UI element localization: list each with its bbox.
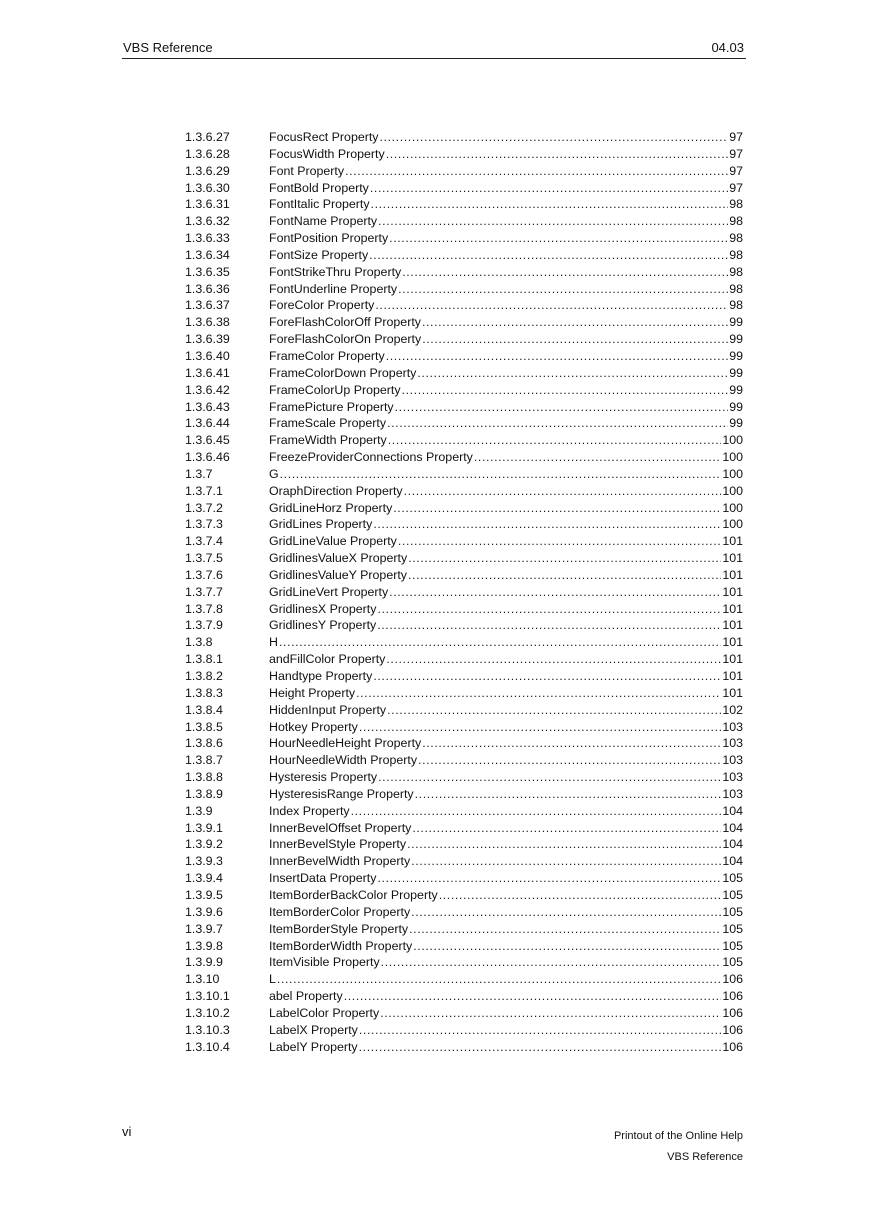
toc-dot-leader [377,617,721,634]
toc-entry-page: 98 [729,264,743,279]
toc-entry-page: 100 [722,517,743,532]
toc-dot-leader [377,870,721,887]
toc-entry-title[interactable]: abel Property [269,989,343,1004]
toc-entry[interactable] [185,853,743,870]
toc-entry-title[interactable]: H [269,635,278,650]
toc-entry[interactable] [185,180,743,197]
toc-entry-page: 101 [722,551,743,566]
toc-entry-page: 100 [722,466,743,481]
toc-entry-page: 100 [722,433,743,448]
toc-entry-page: 101 [722,652,743,667]
toc-entry-number: 1.3.6.29 [185,163,230,178]
toc-entry[interactable] [185,651,743,668]
toc-entry[interactable] [185,904,743,921]
toc-entry[interactable] [185,230,743,247]
toc-entry[interactable] [185,516,743,533]
toc-entry-title[interactable]: Index Property [269,803,350,818]
toc-entry[interactable] [185,365,743,382]
toc-entry-number: 1.3.6.34 [185,247,230,262]
toc-entry[interactable] [185,399,743,416]
toc-entry-page: 103 [722,736,743,751]
toc-entry-title[interactable]: FrameScale Property [269,416,387,431]
toc-entry[interactable] [185,938,743,955]
toc-dot-leader [395,399,729,416]
toc-dot-leader [411,853,721,870]
toc-entry-number: 1.3.9.7 [185,921,223,936]
toc-entry[interactable] [185,533,743,550]
toc-entry[interactable] [185,820,743,837]
toc-entry-page: 101 [722,618,743,633]
toc-entry-number: 1.3.6.41 [185,365,230,380]
header-version: 04.03 [711,40,744,55]
toc-entry-title[interactable]: HourNeedleWidth Property [269,753,418,768]
toc-entry-title[interactable]: FramePicture Property [269,399,394,414]
toc-entry-page: 106 [722,1005,743,1020]
toc-dot-leader [415,786,722,803]
toc-entry[interactable] [185,247,743,264]
toc-dot-leader [345,163,728,180]
toc-entry-title[interactable]: InnerBevelOffset Property [269,820,412,835]
toc-dot-leader [386,146,729,163]
toc-dot-leader [378,213,728,230]
footer-page-number: vi [122,1124,132,1139]
toc-entry-title[interactable]: Height Property [269,685,356,700]
toc-dot-leader [279,634,721,651]
toc-entry-title[interactable]: FontName Property [269,214,378,229]
toc-entry[interactable] [185,163,743,180]
toc-entry-title[interactable]: GridlinesValueX Property [269,551,408,566]
toc-entry-number: 1.3.7.2 [185,500,223,515]
toc-entry[interactable] [185,786,743,803]
toc-entry[interactable] [185,297,743,314]
toc-entry-page: 98 [729,197,743,212]
toc-entry-title[interactable]: ForeFlashColorOff Property [269,315,421,330]
footer-line-1: Printout of the Online Help [613,1130,743,1142]
toc-entry-number: 1.3.8.8 [185,770,223,785]
page-header [122,38,746,59]
toc-entry[interactable] [185,314,743,331]
toc-entry-page: 106 [722,989,743,1004]
toc-entry-title[interactable]: InsertData Property [269,871,377,886]
toc-entry-page: 104 [722,837,743,852]
toc-entry-number: 1.3.10.2 [185,1005,230,1020]
toc-entry[interactable] [185,129,743,146]
toc-entry-title[interactable]: FontSize Property [269,247,369,262]
toc-entry[interactable] [185,567,743,584]
toc-entry-number: 1.3.6.42 [185,382,230,397]
toc-entry-number: 1.3.6.27 [185,130,230,144]
toc-dot-leader [373,668,721,685]
toc-entry-number: 1.3.10 [185,972,220,987]
toc-entry-title[interactable]: FrameColor Property [269,348,385,363]
toc-entry[interactable] [185,483,743,500]
toc-dot-leader [351,803,722,820]
toc-entry-number: 1.3.8.9 [185,786,223,801]
toc-entry-page: 103 [722,719,743,734]
toc-entry[interactable] [185,617,743,634]
toc-entry-number: 1.3.8.4 [185,702,223,717]
toc-entry[interactable] [185,769,743,786]
toc-entry-number: 1.3.9.3 [185,854,223,869]
toc-entry-number: 1.3.7.3 [185,517,223,532]
toc-entry-title[interactable]: HourNeedleHeight Property [269,736,422,751]
toc-entry[interactable] [185,702,743,719]
toc-entry-title[interactable]: HysteresisRange Property [269,786,414,801]
toc-entry-title[interactable]: FontPosition Property [269,231,389,246]
toc-entry-page: 101 [722,601,743,616]
toc-entry[interactable] [185,348,743,365]
toc-dot-leader [402,382,729,399]
toc-entry-title[interactable]: G [269,466,279,481]
toc-entry[interactable] [185,803,743,820]
toc-entry-title[interactable]: GridLines Property [269,517,373,532]
toc-entry[interactable] [185,735,743,752]
toc-entry-number: 1.3.6.38 [185,315,230,330]
toc-entry-title[interactable]: FontUnderline Property [269,281,398,296]
toc-dot-leader [412,820,721,837]
toc-entry-number: 1.3.9.9 [185,955,223,970]
toc-entry-page: 99 [729,365,743,380]
toc-entry-number: 1.3.6.33 [185,231,230,246]
toc-entry-page: 98 [729,231,743,246]
toc-entry-number: 1.3.8.2 [185,669,223,683]
toc-entry-page: 101 [722,669,743,683]
toc-entry-number: 1.3.7.6 [185,567,223,582]
toc-entry-title[interactable]: FontBold Property [269,180,369,195]
toc-entry-number: 1.3.6.40 [185,348,230,363]
toc-entry-number: 1.3.7.5 [185,551,223,566]
toc-entry-number: 1.3.9.4 [185,871,223,886]
toc-dot-leader [359,719,721,736]
toc-entry-number: 1.3.6.43 [185,399,230,414]
toc-entry[interactable] [185,988,743,1005]
toc-entry[interactable] [185,213,743,230]
toc-entry-page: 99 [729,315,743,330]
toc-entry-page: 106 [722,1039,743,1054]
toc-entry-number: 1.3.6.30 [185,180,230,195]
toc-entry-page: 101 [722,685,743,700]
toc-entry-page: 97 [729,180,743,195]
toc-entry-page: 98 [729,214,743,229]
toc-dot-leader [387,415,728,432]
toc-entry-title[interactable]: InnerBevelStyle Property [269,837,407,852]
toc-dot-leader [413,938,721,955]
toc-entry[interactable] [185,196,743,213]
toc-entry-page: 100 [722,500,743,515]
toc-entry-number: 1.3.9.8 [185,938,223,953]
toc-entry-number: 1.3.8.6 [185,736,223,751]
toc-dot-leader [388,432,722,449]
toc-entry-title[interactable]: OraphDirection Property [269,483,403,498]
toc-entry-title[interactable]: LabelX Property [269,1022,358,1037]
toc-entry-page: 105 [722,871,743,886]
toc-entry-page: 98 [729,247,743,262]
toc-entry-title[interactable]: Hotkey Property [269,719,358,734]
toc-entry-number: 1.3.9.5 [185,887,223,902]
toc-entry-title[interactable]: ItemBorderStyle Property [269,921,409,936]
toc-entry-number: 1.3.9.1 [185,820,223,835]
toc-entry-page: 104 [722,820,743,835]
toc-entry-title[interactable]: andFillColor Property [269,652,386,667]
toc-entry-number: 1.3.7.1 [185,483,223,498]
toc-entry-page: 97 [729,146,743,161]
toc-entry-page: 104 [722,854,743,869]
toc-entry-number: 1.3.6.35 [185,264,230,279]
toc-entry[interactable] [185,584,743,601]
toc-entry-number: 1.3.6.37 [185,298,230,313]
toc-entry-title[interactable]: FreezeProviderConnections Property [269,450,473,465]
toc-entry-page: 100 [722,450,743,465]
toc-entry-title[interactable]: FontStrikeThru Property [269,264,402,279]
toc-dot-leader [280,466,722,483]
toc-entry[interactable] [185,281,743,298]
toc-entry[interactable] [185,601,743,618]
toc-entry-page: 106 [722,972,743,987]
toc-entry-page: 98 [729,281,743,296]
toc-entry-title[interactable]: InnerBevelWidth Property [269,854,411,869]
toc-entry-title[interactable]: FrameColorDown Property [269,365,417,380]
toc-dot-leader [378,769,721,786]
toc-entry[interactable] [185,954,743,971]
toc-entry-title[interactable]: FrameWidth Property [269,433,387,448]
toc-entry-page: 105 [722,921,743,936]
toc-entry-number: 1.3.6.45 [185,433,230,448]
toc-entry[interactable] [185,382,743,399]
toc-entry-page: 103 [722,753,743,768]
toc-entry-number: 1.3.9 [185,803,213,818]
toc-entry[interactable] [185,1039,743,1056]
toc-entry[interactable] [185,921,743,938]
toc-entry[interactable] [185,146,743,163]
toc-entry-number: 1.3.6.31 [185,197,230,212]
toc-entry[interactable] [185,887,743,904]
toc-dot-leader [408,550,721,567]
toc-entry-page: 103 [722,770,743,785]
toc-entry-title[interactable]: HiddenInput Property [269,702,387,717]
toc-entry-page: 105 [722,938,743,953]
toc-dot-leader [359,1039,722,1056]
toc-entry-number: 1.3.7 [185,466,213,481]
header-title: VBS Reference [123,40,213,55]
toc-entry-number: 1.3.9.2 [185,837,223,852]
toc-entry-page: 105 [722,904,743,919]
toc-dot-leader [380,1005,721,1022]
toc-dot-leader [407,836,721,853]
toc-entry-page: 99 [729,332,743,347]
toc-dot-leader [389,584,721,601]
toc-entry-number: 1.3.7.8 [185,601,223,616]
toc-entry[interactable] [185,719,743,736]
toc-entry-page: 101 [722,584,743,599]
toc-dot-leader [409,921,721,938]
toc-dot-leader [375,297,728,314]
toc-entry-title[interactable]: Hysteresis Property [269,770,378,785]
toc-dot-leader [418,752,721,769]
footer-info [614,1126,743,1168]
toc-entry-title[interactable]: GridLineVert Property [269,584,389,599]
toc-entry-number: 1.3.6.46 [185,450,230,465]
toc-dot-leader [408,567,721,584]
toc-entry-page: 99 [729,399,743,414]
toc-entry[interactable] [185,971,743,988]
toc-dot-leader [386,651,721,668]
toc-entry[interactable] [185,1022,743,1039]
toc-dot-leader [359,1022,721,1039]
toc-entry-title[interactable]: GridLineHorz Property [269,500,393,515]
toc-entry[interactable] [185,331,743,348]
toc-entry-page: 106 [722,1022,743,1037]
toc-entry-number: 1.3.7.4 [185,534,223,549]
toc-entry-number: 1.3.6.28 [185,146,230,161]
toc-entry-page: 98 [729,298,743,313]
toc-entry-title[interactable]: GridlinesY Property [269,618,377,633]
toc-entry-number: 1.3.8.5 [185,719,223,734]
toc-entry[interactable] [185,1005,743,1022]
toc-entry-page: 103 [722,786,743,801]
toc-entry[interactable] [185,634,743,651]
toc-entry-title[interactable]: LabelY Property [269,1039,358,1054]
toc-entry-number: 1.3.7.7 [185,584,223,599]
toc-dot-leader [389,230,728,247]
toc-entry-title[interactable]: L [269,972,276,987]
toc-entry-page: 101 [722,534,743,549]
toc-dot-leader [369,247,728,264]
toc-entry-title[interactable]: GridlinesValueY Property [269,567,407,582]
toc-dot-leader [439,887,722,904]
toc-entry-page: 99 [729,382,743,397]
toc-entry-page: 101 [722,567,743,582]
toc-entry-number: 1.3.9.6 [185,904,223,919]
toc-dot-leader [398,533,721,550]
toc-entry-title[interactable]: ItemBorderColor Property [269,904,411,919]
toc-entry-number: 1.3.8.1 [185,652,223,667]
toc-entry-page: 97 [729,130,743,144]
toc-entry-number: 1.3.8.7 [185,753,223,768]
toc-entry[interactable] [185,836,743,853]
toc-entry[interactable] [185,500,743,517]
toc-entry-title[interactable]: ItemBorderBackColor Property [269,887,438,902]
toc-entry[interactable] [185,685,743,702]
toc-dot-leader [393,500,721,517]
toc-dot-leader [370,180,728,197]
table-of-contents [185,129,743,1055]
toc-entry-title[interactable]: LabelColor Property [269,1005,380,1020]
toc-dot-leader [387,702,721,719]
toc-entry-number: 1.3.6.32 [185,214,230,229]
toc-entry-number: 1.3.8 [185,635,213,650]
toc-dot-leader [398,281,728,298]
toc-dot-leader [474,449,721,466]
toc-dot-leader [422,314,728,331]
toc-entry-title[interactable]: Font Property [269,163,345,178]
toc-entry[interactable] [185,432,743,449]
toc-entry-number: 1.3.6.36 [185,281,230,296]
toc-entry[interactable] [185,466,743,483]
toc-dot-leader [277,971,721,988]
toc-entry[interactable] [185,870,743,887]
toc-entry-page: 101 [722,635,743,650]
toc-dot-leader [381,954,722,971]
toc-entry[interactable] [185,264,743,281]
toc-entry-title[interactable]: ForeFlashColorOn Property [269,332,422,347]
toc-entry-number: 1.3.10.1 [185,989,230,1004]
toc-dot-leader [356,685,721,702]
toc-entry-page: 105 [722,955,743,970]
toc-entry-page: 104 [722,803,743,818]
toc-dot-leader [422,735,721,752]
toc-entry-number: 1.3.6.44 [185,416,230,431]
toc-dot-leader [377,601,721,618]
toc-entry-title[interactable]: Handtype Property [269,669,373,683]
toc-dot-leader [373,516,721,533]
toc-dot-leader [402,264,728,281]
toc-entry-page: 99 [729,348,743,363]
toc-entry-title[interactable]: ItemVisible Property [269,955,380,970]
toc-dot-leader [344,988,722,1005]
toc-dot-leader [380,129,729,146]
toc-dot-leader [371,196,729,213]
toc-entry-title[interactable]: ItemBorderWidth Property [269,938,413,953]
toc-entry-title[interactable]: FrameColorUp Property [269,382,401,397]
toc-entry-page: 97 [729,163,743,178]
toc-entry-page: 100 [722,483,743,498]
toc-entry[interactable] [185,415,743,432]
toc-entry[interactable] [185,449,743,466]
toc-entry-title[interactable]: FontItalic Property [269,197,370,212]
toc-dot-leader [422,331,728,348]
toc-entry-number: 1.3.7.9 [185,618,223,633]
toc-entry-number: 1.3.8.3 [185,685,223,700]
toc-entry-number: 1.3.6.39 [185,332,230,347]
toc-entry-title[interactable]: ForeColor Property [269,298,375,313]
toc-entry-page: 105 [722,887,743,902]
toc-entry-number: 1.3.10.3 [185,1022,230,1037]
toc-entry-title[interactable]: FocusRect Property [269,130,379,144]
toc-entry[interactable] [185,752,743,769]
toc-entry-title[interactable]: FocusWidth Property [269,146,385,161]
toc-entry[interactable] [185,550,743,567]
toc-dot-leader [417,365,728,382]
toc-dot-leader [386,348,729,365]
footer-line-2: VBS Reference [667,1151,743,1163]
toc-entry-title[interactable]: GridLineValue Property [269,534,397,549]
toc-entry[interactable] [185,668,743,685]
toc-entry-page: 102 [722,702,743,717]
toc-dot-leader [411,904,721,921]
toc-entry-title[interactable]: GridlinesX Property [269,601,377,616]
toc-dot-leader [404,483,722,500]
toc-entry-page: 99 [729,416,743,431]
toc-entry-number: 1.3.10.4 [185,1039,230,1054]
